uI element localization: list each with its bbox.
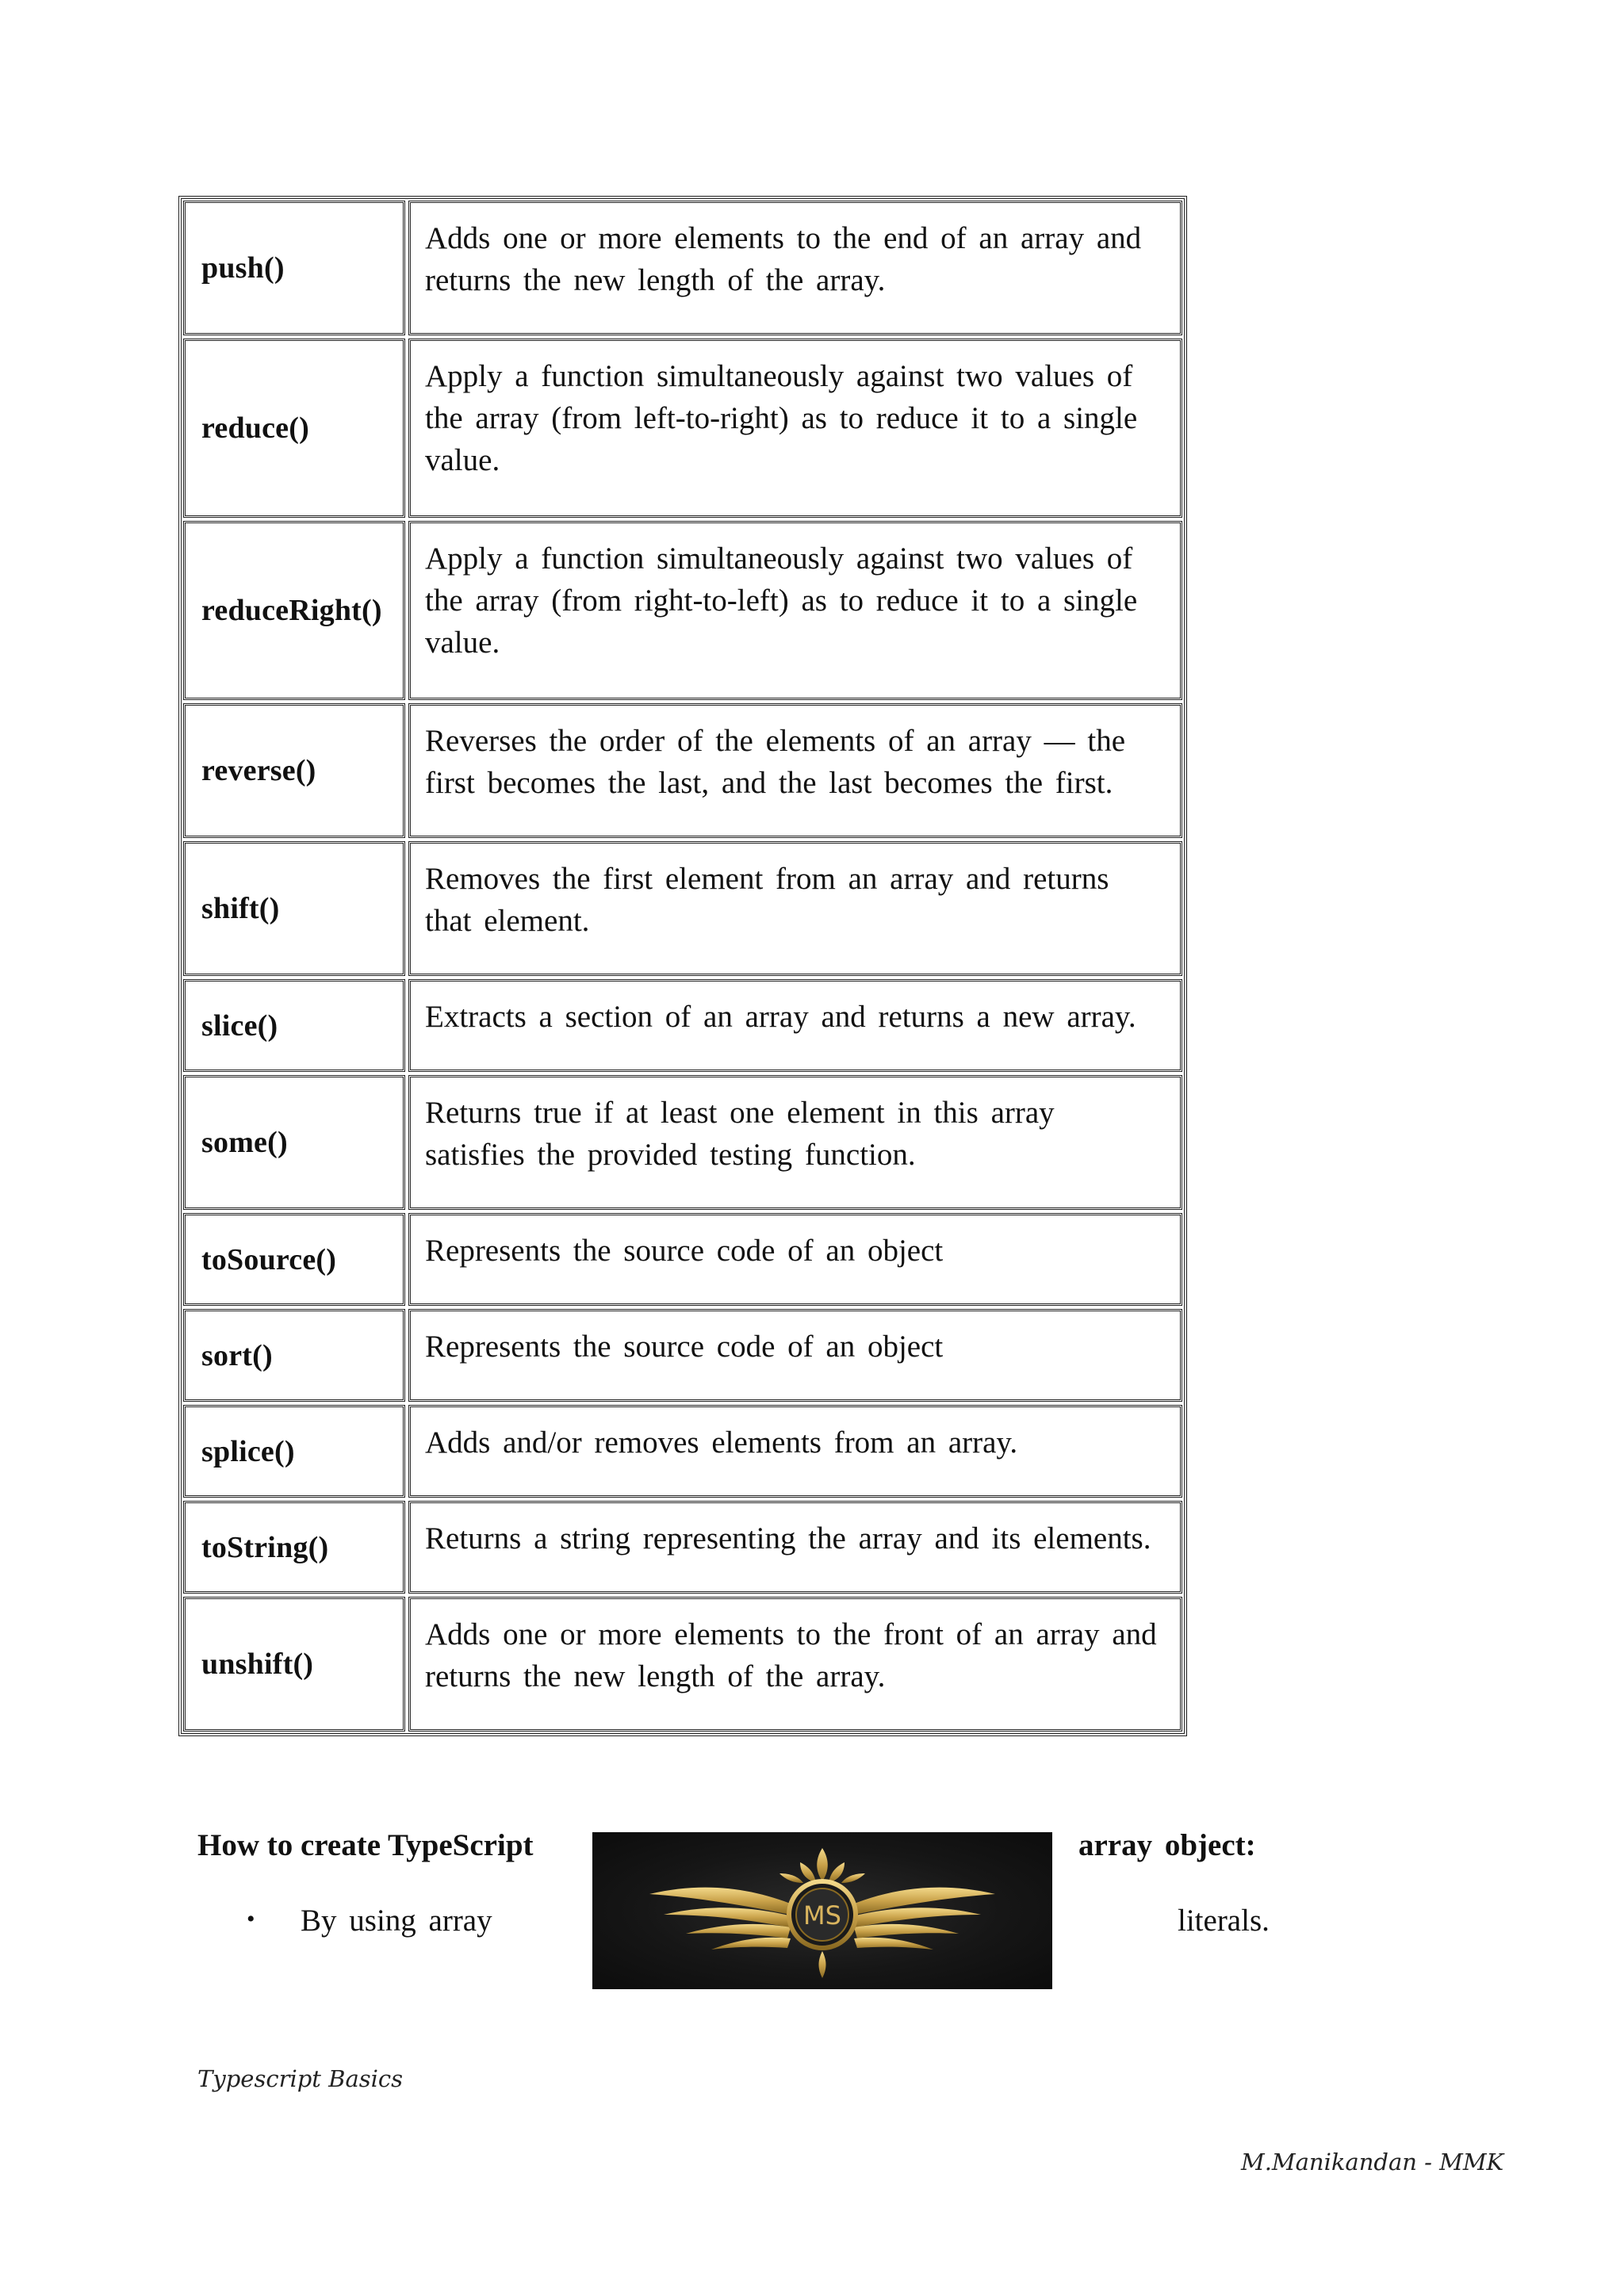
method-description: Apply a function simultaneously against two values of the array (from right-to-left) as to reduce it to a single value.	[408, 521, 1182, 700]
method-name: slice()	[183, 979, 405, 1072]
method-name: unshift()	[183, 1597, 405, 1732]
table-row	[182, 702, 1184, 840]
method-name: reduce()	[183, 339, 405, 518]
method-description: Apply a function simultaneously against two values of the array (from left-to-right) as to reduce it to a single value.	[408, 339, 1182, 518]
method-name: reduceRight()	[183, 521, 405, 700]
ms-logo-image	[592, 1832, 1052, 1989]
table-row	[182, 199, 1184, 337]
table-row	[182, 1307, 1184, 1403]
table-row	[182, 1073, 1184, 1211]
table-row	[182, 840, 1184, 978]
footer-author: M.Manikandan - MMK	[1241, 2149, 1504, 2175]
method-description: Removes the first element from an array and returns that element.	[408, 841, 1182, 976]
table-row	[182, 978, 1184, 1073]
table-row	[182, 519, 1184, 702]
method-name: reverse()	[183, 703, 405, 838]
method-description: Reverses the order of the elements of an array — the first becomes the last, and the last becomes the first.	[408, 703, 1182, 838]
method-name: splice()	[183, 1405, 405, 1498]
method-name: sort()	[183, 1309, 405, 1402]
method-name: toString()	[183, 1501, 405, 1594]
method-description: Adds and/or removes elements from an array.	[408, 1405, 1182, 1498]
method-description: Returns a string representing the array and its elements.	[408, 1501, 1182, 1594]
method-name: shift()	[183, 841, 405, 976]
logo-monogram: MS	[803, 1900, 841, 1931]
method-description: Represents the source code of an object	[408, 1213, 1182, 1306]
bullet-item	[242, 1903, 492, 1938]
method-name: push()	[183, 201, 405, 335]
table-row	[182, 1403, 1184, 1499]
winged-emblem-icon	[592, 1832, 1052, 1989]
footer-document-title: Typescript Basics	[197, 2065, 404, 2092]
method-name: some()	[183, 1075, 405, 1210]
method-name: toSource()	[183, 1213, 405, 1306]
method-description: Adds one or more elements to the front of an array and returns the new length of the array.	[408, 1597, 1182, 1732]
method-description: Adds one or more elements to the end of an array and returns the new length of the array.	[408, 201, 1182, 335]
table-row	[182, 337, 1184, 519]
table-row	[182, 1499, 1184, 1595]
table-row	[182, 1595, 1184, 1733]
bullet-symbol: •	[247, 1906, 255, 1932]
methods-table	[178, 196, 1187, 1736]
method-description: Represents the source code of an object	[408, 1309, 1182, 1402]
method-description: Returns true if at least one element in this array satisfies the provided testing function.	[408, 1075, 1182, 1210]
table-row	[182, 1211, 1184, 1307]
bullet-text-start: By using array	[301, 1904, 492, 1938]
bullet-text-end: literals.	[1178, 1904, 1270, 1938]
method-description: Extracts a section of an array and returns a new array.	[408, 979, 1182, 1072]
section-heading-start: How to create TypeScript	[197, 1828, 534, 1862]
section-heading-end: array object:	[1078, 1828, 1256, 1862]
